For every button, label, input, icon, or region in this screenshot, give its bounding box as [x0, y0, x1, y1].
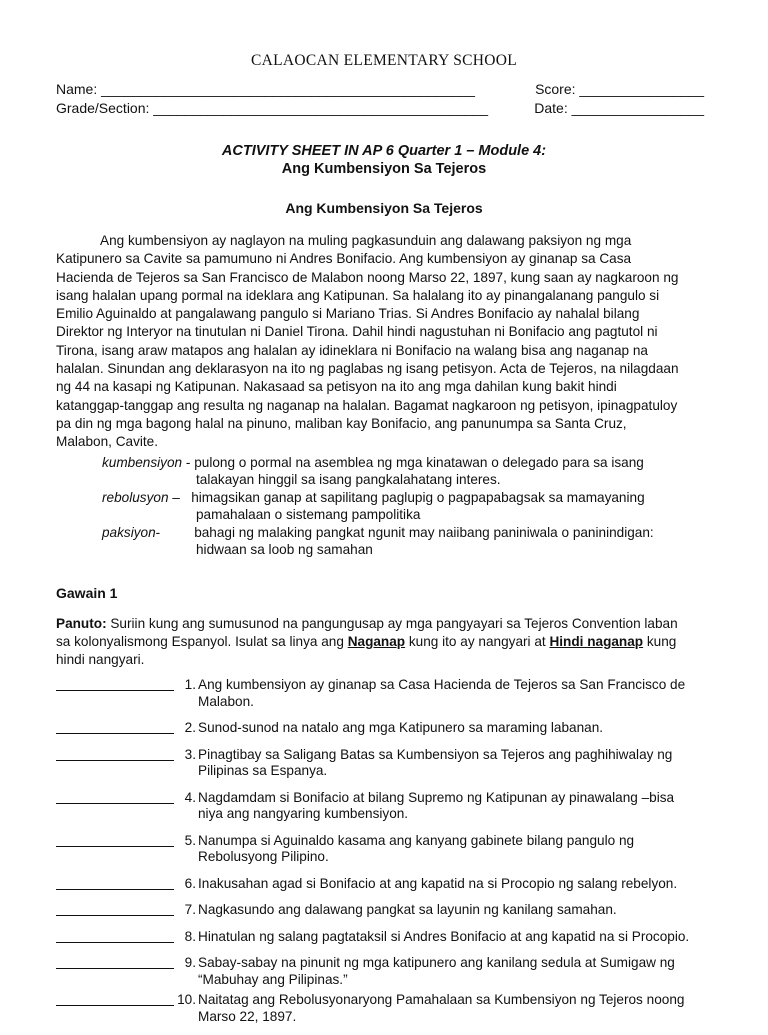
- instructions-text: kung: [643, 633, 677, 649]
- paragraph-line: halalan. Sinundan ang deklarasyon na ito ng paglabas ng isang petisyon. Acta de Tejeros, na nilagdaan: [56, 361, 679, 377]
- question-number: 3.: [184, 746, 196, 762]
- question-number: 1.: [184, 677, 196, 693]
- answer-blank[interactable]: [56, 720, 174, 734]
- question-item: [56, 747, 712, 780]
- definition-text-cont: pamahalaan o sistemang pampolitika: [196, 507, 421, 523]
- name-score-row: [56, 80, 712, 99]
- question-text-cont: Marso 22, 1897.: [198, 1008, 297, 1024]
- grade-label: Grade/Section:: [56, 100, 150, 116]
- question-text: Nagdamdam si Bonifacio at bilang Supremo ng Katipunan ay pinawalang –bisa: [198, 789, 675, 805]
- definition-separator: -: [155, 524, 195, 540]
- activity-sheet: [56, 52, 712, 1035]
- section-heading: Ang Kumbensiyon Sa Tejeros: [285, 200, 483, 216]
- grade-date-row: [56, 99, 712, 118]
- question-item: [56, 720, 712, 737]
- question-item: [56, 992, 712, 1025]
- date-blank: _________________: [571, 100, 704, 116]
- instructions: [56, 615, 712, 670]
- question-text: Sunod-sunod na natalo ang mga Katipunero sa maraming labanan.: [198, 720, 604, 736]
- paragraph-line: Direktor ng Interyor na tinutulan ni Daniel Tirona. Dahil hindi nagustuhan ni Bonifacio ang pagtutol ni: [56, 324, 658, 340]
- question-number: 7.: [184, 902, 196, 918]
- question-number: 2.: [184, 720, 196, 736]
- date-label: Date:: [534, 100, 568, 116]
- paragraph-line: Malabon, Cavite.: [56, 434, 159, 450]
- name-field[interactable]: [56, 80, 475, 99]
- question-text-cont: niya ang nangyaring kumbensiyon.: [198, 806, 409, 822]
- question-text: Inakusahan agad si Bonifacio at ang kapatid na si Procopio ng salang rebelyon.: [198, 875, 678, 891]
- question-number: 4.: [184, 789, 196, 805]
- definition-text-cont: talakayan hinggil sa isang pangkalahatang interes.: [196, 472, 501, 488]
- paragraph-line: pa din ng mga bagong halal na pinuno, maliban kay Bonifacio, ang panunumpa sa Santa Cruz,: [56, 415, 627, 431]
- instructions-text: hindi nangyari.: [56, 652, 145, 668]
- question-list: [56, 677, 712, 1025]
- question-text: Nanumpa si Aguinaldo kasama ang kanyang gabinete bilang pangulo ng: [198, 832, 635, 848]
- paragraph-line: Hacienda de Tejeros sa San Francisco de Malabon noong Marso 22, 1897, kung saan ay nagkaroon ng: [56, 269, 679, 285]
- definition-term: paksiyon: [102, 524, 156, 540]
- definition-paksiyon: [56, 524, 712, 559]
- question-number: 9.: [184, 955, 196, 971]
- definition-term: rebolusyon: [102, 489, 169, 505]
- question-text: Hinatulan ng salang pagtataksil si Andres Bonifacio at ang kapatid na si Procopio.: [198, 928, 690, 944]
- score-field[interactable]: [535, 80, 704, 99]
- instructions-text: sa kolonyalismong Espanyol. Isulat sa linya ang: [56, 633, 348, 649]
- question-text-cont: Pilipinas sa Espanya.: [198, 763, 328, 779]
- instructions-text: kung ito ay nangyari at: [405, 633, 550, 649]
- answer-blank[interactable]: [56, 992, 174, 1006]
- paragraph-line: Ang kumbensiyon ay naglayon na muling pagkasunduin ang dalawang paksiyon ng mga: [100, 233, 632, 248]
- reading-paragraph: [56, 232, 712, 452]
- glossary: [56, 454, 712, 559]
- question-text-cont: “Mabuhay ang Pilipinas.”: [198, 971, 348, 987]
- question-item: [56, 902, 712, 919]
- grade-blank: ___________________________________________: [153, 100, 489, 116]
- answer-blank[interactable]: [56, 833, 174, 847]
- naganap-keyword: Naganap: [347, 633, 406, 649]
- question-text: Naitatag ang Rebolusyonaryong Pamahalaan sa Kumbensiyon ng Tejeros noong: [198, 992, 685, 1008]
- question-item: [56, 876, 712, 893]
- question-text-cont: Malabon.: [198, 693, 254, 709]
- school-name: CALAOCAN ELEMENTARY SCHOOL: [250, 52, 518, 69]
- answer-blank[interactable]: [56, 747, 174, 761]
- paragraph-line: Emilio Aguinaldo at pangalawang pangulo si Mariano Trias. Si Andres Bonifacio ay nahalal bilang: [56, 306, 640, 322]
- question-item: [56, 677, 712, 710]
- title-line-2: Ang Kumbensiyon Sa Tejeros: [281, 161, 487, 177]
- question-item: [56, 833, 712, 866]
- answer-blank[interactable]: [56, 902, 174, 916]
- question-number: 10.: [177, 992, 196, 1008]
- definition-text: bahagi ng malaking pangkat ngunit may naiibang paniniwala o paninindigan:: [194, 524, 654, 540]
- page-title: [56, 142, 712, 178]
- question-number: 8.: [184, 928, 196, 944]
- title-line-1: ACTIVITY SHEET IN AP 6 Quarter 1 – Module 4:: [221, 143, 547, 159]
- answer-blank[interactable]: [56, 876, 174, 890]
- answer-blank[interactable]: [56, 790, 174, 804]
- name-label: Name:: [56, 81, 98, 97]
- answer-blank[interactable]: [56, 929, 174, 943]
- score-blank: ________________: [579, 81, 704, 97]
- definition-text: himagsikan ganap at sapilitang paglupig o pagpapabagsak sa mamayaning: [191, 489, 645, 505]
- score-label: Score:: [535, 81, 576, 97]
- question-text: Ang kumbensiyon ay ginanap sa Casa Hacienda de Tejeros sa San Francisco de: [198, 677, 686, 693]
- answer-blank[interactable]: [56, 955, 174, 969]
- paragraph-line: Tirona, isang araw matapos ang halalan ay idineklara ni Bonifacio na walang bisa ang naganap na: [56, 342, 648, 358]
- question-item: [56, 790, 712, 823]
- paragraph-line: Katipunero sa Cavite sa pamumuno ni Andres Bonifacio. Ang kumbensiyon ay ginanap sa Casa: [56, 251, 632, 267]
- question-number: 6.: [184, 875, 196, 891]
- answer-blank[interactable]: [56, 677, 174, 691]
- hindi-naganap-keyword: Hindi naganap: [549, 633, 644, 649]
- definition-rebolusyon: [56, 489, 712, 524]
- instructions-text: Suriin kung ang sumusunod na pangungusap ay mga pangyayari sa Tejeros Convention laban: [106, 615, 678, 631]
- paragraph-line: katanggap-tanggap ang resulta ng naganap na halalan. Bagamat nagkaroon ng petisyon, ipinagpatuloy: [56, 397, 678, 413]
- question-item: [56, 929, 712, 946]
- date-field[interactable]: [534, 99, 704, 118]
- definition-separator: -: [182, 454, 195, 470]
- question-text: Pinagtibay sa Saligang Batas sa Kumbensiyon sa Tejeros ang paghihiwalay ng: [198, 746, 673, 762]
- question-text: Sabay-sabay na pinunit ng mga katipunero ang kanilang sedula at Sumigaw ng: [198, 955, 675, 971]
- definition-text-cont: hidwaan sa loob ng samahan: [196, 542, 373, 558]
- question-text-cont: Rebolusyong Pilipino.: [198, 849, 329, 865]
- question-text: Nagkasundo ang dalawang pangkat sa layunin ng kanilang samahan.: [198, 902, 617, 918]
- definition-kumbensiyon: [56, 454, 712, 489]
- question-number: 5.: [184, 832, 196, 848]
- paragraph-line: isang halalan upang pormal na ideklara ang Katipunan. Sa halalang ito ay pinangalanang pangulo si: [56, 287, 660, 303]
- definition-separator: –: [168, 489, 192, 505]
- definition-text: pulong o pormal na asemblea ng mga kinatawan o delegado para sa isang: [194, 454, 644, 470]
- grade-field[interactable]: [56, 99, 488, 118]
- paragraph-line: ng 44 na kasapi ng Katipunan. Nakasaad sa petisyon na ito ang mga dahilan kung bakit hindi: [56, 379, 617, 395]
- name-blank: ________________________________________________: [101, 81, 475, 97]
- activity-heading: Gawain 1: [56, 584, 118, 601]
- question-item: [56, 955, 712, 988]
- definition-term: kumbensiyon: [102, 454, 183, 470]
- instructions-label: Panuto:: [56, 615, 107, 631]
